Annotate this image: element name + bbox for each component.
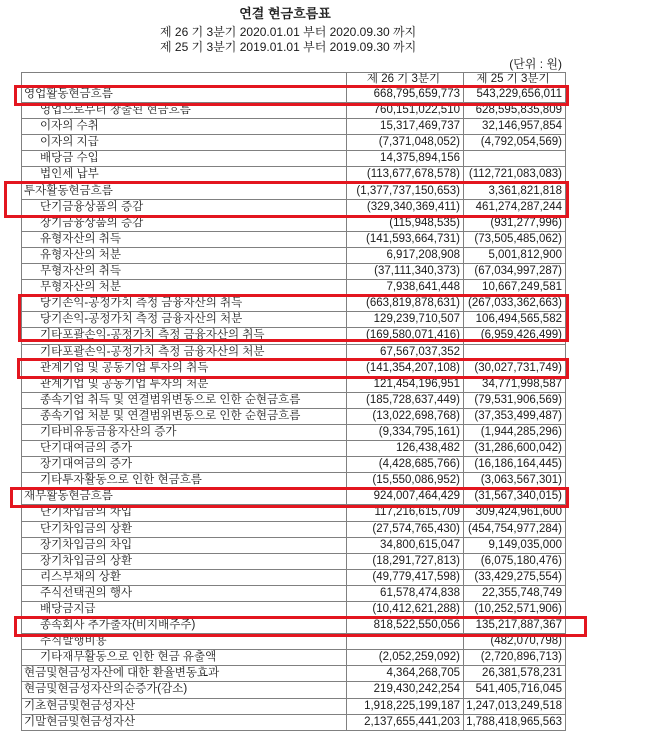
header-current-period: 제 26 기 3분기 bbox=[347, 73, 464, 86]
current-period-value: 67,567,037,352 bbox=[347, 345, 464, 360]
table-row bbox=[22, 264, 566, 280]
table-row bbox=[22, 650, 566, 666]
current-period-value: 760,151,022,510 bbox=[347, 103, 464, 118]
current-period-value: (2,052,259,092) bbox=[347, 650, 464, 665]
current-period-value: (113,677,678,578) bbox=[347, 167, 464, 182]
prior-period-value: 9,149,035,000 bbox=[464, 538, 566, 553]
row-label: 현금및현금성자산에 대한 환율변동효과 bbox=[22, 666, 347, 681]
current-period-value: 14,375,894,156 bbox=[347, 151, 464, 166]
header-label-cell bbox=[22, 73, 347, 86]
table-row bbox=[22, 328, 566, 344]
current-period-value: (7,371,048,052) bbox=[347, 135, 464, 150]
prior-period-value: 5,001,812,900 bbox=[464, 248, 566, 263]
current-period-value: 34,800,615,047 bbox=[347, 538, 464, 553]
table-header-row bbox=[22, 73, 566, 87]
prior-period-value: 34,771,998,587 bbox=[464, 377, 566, 392]
prior-period-value: (6,959,426,499) bbox=[464, 328, 566, 343]
current-period-value: 121,454,196,951 bbox=[347, 377, 464, 392]
current-period-value: 126,438,482 bbox=[347, 441, 464, 456]
current-period-value: 2,137,655,441,203 bbox=[347, 715, 464, 730]
current-period-value: (329,340,369,411) bbox=[347, 200, 464, 215]
table-row bbox=[22, 489, 566, 505]
prior-period-value: (3,063,567,301) bbox=[464, 473, 566, 488]
current-period-value: 1,918,225,199,187 bbox=[347, 699, 464, 714]
row-label: 무형자산의 처분 bbox=[22, 280, 347, 295]
row-label: 관계기업 및 공동기업 투자의 취득 bbox=[22, 361, 347, 376]
prior-period-value: (454,754,977,284) bbox=[464, 522, 566, 537]
current-period-value: (169,580,071,416) bbox=[347, 328, 464, 343]
current-period-value: (18,291,727,813) bbox=[347, 554, 464, 569]
table-row bbox=[22, 296, 566, 312]
row-label: 장기차입금의 상환 bbox=[22, 554, 347, 569]
table-row bbox=[22, 602, 566, 618]
row-label: 종속회사 추가출자(비지배주주) bbox=[22, 618, 347, 633]
prior-period-value: 461,274,287,244 bbox=[464, 200, 566, 215]
prior-period-value: 26,381,578,231 bbox=[464, 666, 566, 681]
prior-period-value: 10,667,249,581 bbox=[464, 280, 566, 295]
table-row bbox=[22, 538, 566, 554]
table-row bbox=[22, 505, 566, 521]
prior-period-value: (30,027,731,749) bbox=[464, 361, 566, 376]
current-period-value bbox=[347, 634, 464, 649]
current-period-value: 924,007,464,429 bbox=[347, 489, 464, 504]
current-period-value: (10,412,621,288) bbox=[347, 602, 464, 617]
current-period-value: (15,550,086,952) bbox=[347, 473, 464, 488]
table-row bbox=[22, 441, 566, 457]
current-period-value: 61,578,474,838 bbox=[347, 586, 464, 601]
row-label: 주식발행비용 bbox=[22, 634, 347, 649]
row-label: 종속기업 취득 및 연결범위변동으로 인한 순현금흐름 bbox=[22, 393, 347, 408]
row-label: 장기차입금의 차입 bbox=[22, 538, 347, 553]
row-label: 기타포괄손익-공정가치 측정 금융자산의 취득 bbox=[22, 328, 347, 343]
row-label: 이자의 수취 bbox=[22, 119, 347, 134]
current-period-value: 818,522,550,056 bbox=[347, 618, 464, 633]
table-row bbox=[22, 522, 566, 538]
current-period-value: (13,022,698,768) bbox=[347, 409, 464, 424]
row-label: 배당금지급 bbox=[22, 602, 347, 617]
current-period-value: 129,239,710,507 bbox=[347, 312, 464, 327]
table-row bbox=[22, 200, 566, 216]
current-period-value: (9,334,795,161) bbox=[347, 425, 464, 440]
row-label: 기말현금및현금성자산 bbox=[22, 715, 347, 730]
row-label: 이자의 지급 bbox=[22, 135, 347, 150]
prior-period-value: (931,277,996) bbox=[464, 216, 566, 231]
current-period-value: (4,428,685,766) bbox=[347, 457, 464, 472]
period-prior: 제 25 기 3분기 2019.01.01 부터 2019.09.30 까지 bbox=[160, 40, 417, 54]
row-label: 단기차입금의 차입 bbox=[22, 505, 347, 520]
row-label: 단기차입금의 상환 bbox=[22, 522, 347, 537]
row-label: 법인세 납부 bbox=[22, 167, 347, 182]
prior-period-value: (73,505,485,062) bbox=[464, 232, 566, 247]
table-row bbox=[22, 167, 566, 183]
current-period-value: 15,317,469,737 bbox=[347, 119, 464, 134]
row-label: 유형자산의 처분 bbox=[22, 248, 347, 263]
table-row bbox=[22, 280, 566, 296]
current-period-value: 7,938,641,448 bbox=[347, 280, 464, 295]
prior-period-value: 309,424,961,600 bbox=[464, 505, 566, 520]
prior-period-value: 3,361,821,818 bbox=[464, 184, 566, 199]
row-label: 장기대여금의 증가 bbox=[22, 457, 347, 472]
current-period-value: (27,574,765,430) bbox=[347, 522, 464, 537]
current-period-value: (141,354,207,108) bbox=[347, 361, 464, 376]
period-current: 제 26 기 3분기 2020.01.01 부터 2020.09.30 까지 bbox=[160, 25, 417, 39]
prior-period-value: (31,286,600,042) bbox=[464, 441, 566, 456]
table-row bbox=[22, 554, 566, 570]
prior-period-value: 1,247,013,249,518 bbox=[464, 699, 566, 714]
row-label: 단기대여금의 증가 bbox=[22, 441, 347, 456]
row-label: 영업으로부터 창출된 현금흐름 bbox=[22, 103, 347, 118]
current-period-value: (1,377,737,150,653) bbox=[347, 184, 464, 199]
table-row bbox=[22, 312, 566, 328]
current-period-value: (115,948,535) bbox=[347, 216, 464, 231]
table-row bbox=[22, 248, 566, 264]
table-row bbox=[22, 586, 566, 602]
current-period-value: (49,779,417,598) bbox=[347, 570, 464, 585]
prior-period-value: 1,788,418,965,563 bbox=[464, 715, 566, 730]
table-row bbox=[22, 682, 566, 698]
prior-period-value: 541,405,716,045 bbox=[464, 682, 566, 697]
prior-period-value: (4,792,054,569) bbox=[464, 135, 566, 150]
cash-flow-table bbox=[21, 72, 566, 731]
prior-period-value bbox=[464, 151, 566, 166]
prior-period-value: 135,217,887,367 bbox=[464, 618, 566, 633]
table-row bbox=[22, 457, 566, 473]
row-label: 현금및현금성자산의순증가(감소) bbox=[22, 682, 347, 697]
row-label: 투자활동현금흐름 bbox=[22, 184, 347, 199]
row-label: 단기금융상품의 증감 bbox=[22, 200, 347, 215]
table-row bbox=[22, 377, 566, 393]
prior-period-value: 106,494,565,582 bbox=[464, 312, 566, 327]
current-period-value: (185,728,637,449) bbox=[347, 393, 464, 408]
prior-period-value: (10,252,571,906) bbox=[464, 602, 566, 617]
current-period-value: 4,364,268,705 bbox=[347, 666, 464, 681]
prior-period-value: (16,186,164,445) bbox=[464, 457, 566, 472]
row-label: 무형자산의 취득 bbox=[22, 264, 347, 279]
prior-period-value: 22,355,748,749 bbox=[464, 586, 566, 601]
table-row bbox=[22, 216, 566, 232]
row-label: 영업활동현금흐름 bbox=[22, 87, 347, 102]
current-period-value: (663,819,878,631) bbox=[347, 296, 464, 311]
header-prior-period: 제 25 기 3분기 bbox=[464, 73, 566, 86]
table-row bbox=[22, 618, 566, 634]
current-period-value: (37,111,340,373) bbox=[347, 264, 464, 279]
page-title: 연결 현금흐름표 bbox=[239, 6, 331, 21]
prior-period-value: (2,720,896,713) bbox=[464, 650, 566, 665]
table-row bbox=[22, 135, 566, 151]
current-period-value: (141,593,664,731) bbox=[347, 232, 464, 247]
prior-period-value: (67,034,997,287) bbox=[464, 264, 566, 279]
row-label: 당기손익-공정가치 측정 금융자산의 처분 bbox=[22, 312, 347, 327]
row-label: 재무활동현금흐름 bbox=[22, 489, 347, 504]
table-row bbox=[22, 393, 566, 409]
table-row bbox=[22, 361, 566, 377]
prior-period-value: (6,075,180,476) bbox=[464, 554, 566, 569]
table-row bbox=[22, 232, 566, 248]
table-row bbox=[22, 634, 566, 650]
row-label: 주식선택권의 행사 bbox=[22, 586, 347, 601]
table-row bbox=[22, 87, 566, 103]
prior-period-value: (31,567,340,015) bbox=[464, 489, 566, 504]
table-row bbox=[22, 103, 566, 119]
row-label: 리스부채의 상환 bbox=[22, 570, 347, 585]
table-row bbox=[22, 409, 566, 425]
table-row bbox=[22, 570, 566, 586]
unit-label: (단위 : 원) bbox=[509, 57, 562, 71]
prior-period-value bbox=[464, 345, 566, 360]
table-row bbox=[22, 345, 566, 361]
row-label: 기타재무활동으로 인한 현금 유출액 bbox=[22, 650, 347, 665]
current-period-value: 219,430,242,254 bbox=[347, 682, 464, 697]
prior-period-value: (1,944,285,296) bbox=[464, 425, 566, 440]
table-row bbox=[22, 184, 566, 200]
table-row bbox=[22, 666, 566, 682]
current-period-value: 6,917,208,908 bbox=[347, 248, 464, 263]
prior-period-value: (37,353,499,487) bbox=[464, 409, 566, 424]
prior-period-value: (482,070,798) bbox=[464, 634, 566, 649]
table-row bbox=[22, 119, 566, 135]
row-label: 기타포괄손익-공정가치 측정 금융자산의 처분 bbox=[22, 345, 347, 360]
row-label: 당기손익-공정가치 측정 금융자산의 취득 bbox=[22, 296, 347, 311]
prior-period-value: 628,595,835,809 bbox=[464, 103, 566, 118]
table-row bbox=[22, 473, 566, 489]
prior-period-value: (267,033,362,663) bbox=[464, 296, 566, 311]
row-label: 유형자산의 취득 bbox=[22, 232, 347, 247]
prior-period-value: (112,721,083,083) bbox=[464, 167, 566, 182]
prior-period-value: (79,531,906,569) bbox=[464, 393, 566, 408]
prior-period-value: 543,229,656,011 bbox=[464, 87, 566, 102]
row-label: 기초현금및현금성자산 bbox=[22, 699, 347, 714]
table-row bbox=[22, 151, 566, 167]
table-row bbox=[22, 425, 566, 441]
current-period-value: 668,795,659,773 bbox=[347, 87, 464, 102]
row-label: 관계기업 및 공동기업 투자의 처분 bbox=[22, 377, 347, 392]
row-label: 종속기업 처분 및 연결범위변동으로 인한 순현금흐름 bbox=[22, 409, 347, 424]
prior-period-value: (33,429,275,554) bbox=[464, 570, 566, 585]
table-row bbox=[22, 715, 566, 731]
current-period-value: 117,216,615,709 bbox=[347, 505, 464, 520]
prior-period-value: 32,146,957,854 bbox=[464, 119, 566, 134]
row-label: 장기금융상품의 증감 bbox=[22, 216, 347, 231]
row-label: 기타투자활동으로 인한 현금흐름 bbox=[22, 473, 347, 488]
row-label: 기타비유동금융자산의 증가 bbox=[22, 425, 347, 440]
row-label: 배당금 수입 bbox=[22, 151, 347, 166]
table-row bbox=[22, 699, 566, 715]
